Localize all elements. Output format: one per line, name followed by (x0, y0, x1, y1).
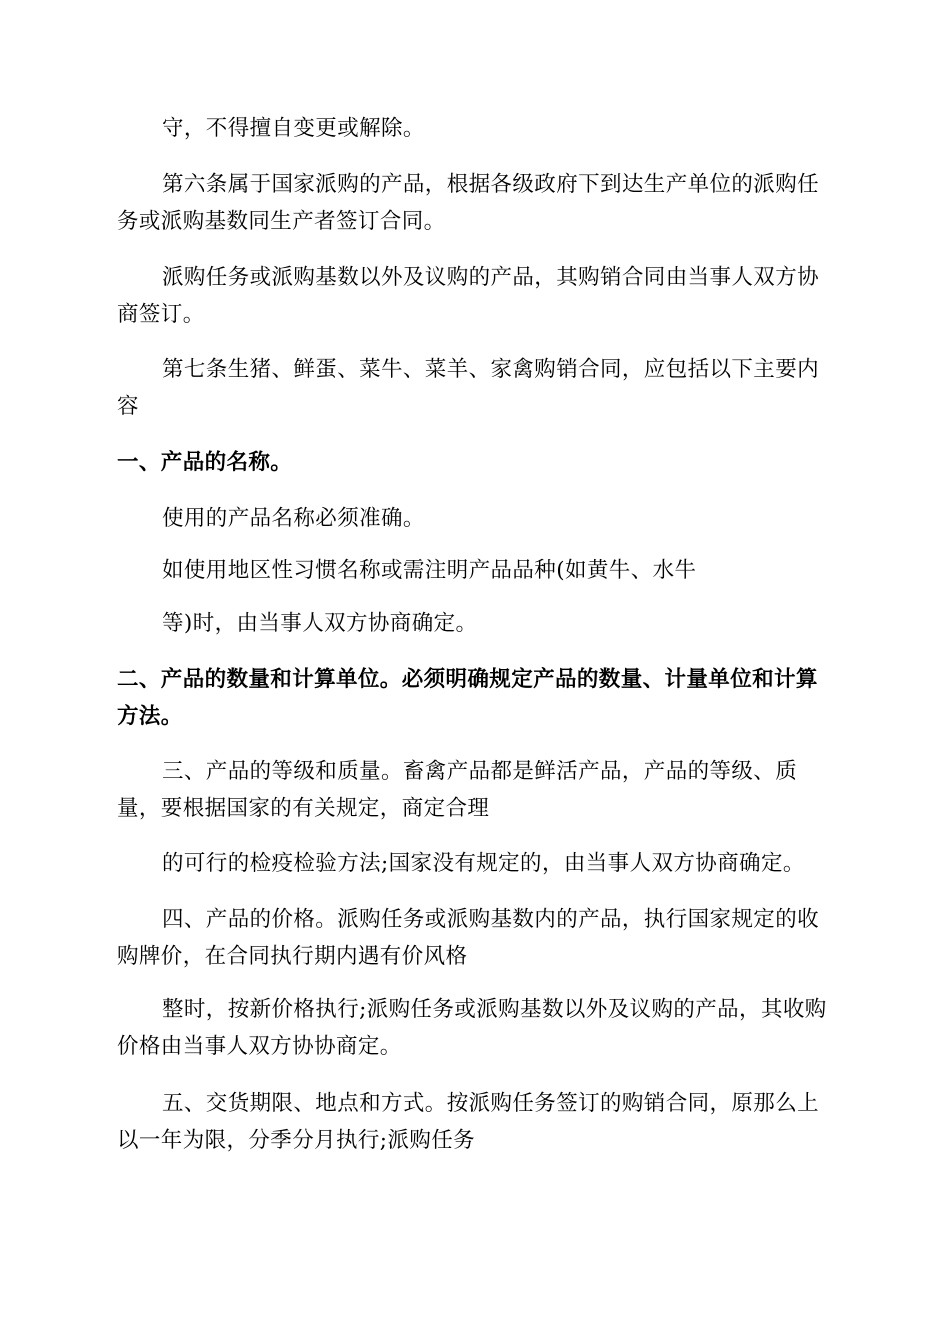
paragraph-regional-names: 如使用地区性习惯名称或需注明产品品种(如黄牛、水牛 (162, 558, 697, 583)
paragraph-article-6: 第六条属于国家派购的产品，根据各级政府下到达生产单位的派购任务或派购基数同生产者签订合同。 (117, 172, 820, 234)
paragraph-continuation: 守，不得擅自变更或解除。 (162, 116, 425, 141)
paragraph-delivery-terms: 五、交货期限、地点和方式。按派购任务签订的购销合同，原那么上以一年为限，分季分月执行;派购任务 (117, 1091, 820, 1153)
heading-product-name: 一、产品的名称。 (117, 450, 293, 475)
paragraph-product-price: 四、产品的价格。派购任务或派购基数内的产品，执行国家规定的收购牌价，在合同执行期内遇有价风格 (117, 907, 820, 969)
heading-quantity-units: 二、产品的数量和计算单位。必须明确规定产品的数量、计量单位和计算方法。 (117, 667, 818, 729)
paragraph-negotiated-products: 派购任务或派购基数以外及议购的产品，其购销合同由当事人双方协商签订。 (117, 265, 820, 327)
paragraph-price-adjustment: 整时，按新价格执行;派购任务或派购基数以外及议购的产品，其收购价格由当事人双方协协商定。 (117, 997, 827, 1059)
paragraph-name-accuracy: 使用的产品名称必须准确。 (162, 506, 425, 531)
paragraph-inspection-methods: 的可行的检疫检验方法;国家没有规定的，由当事人双方协商确定。 (162, 851, 805, 876)
paragraph-grade-quality: 三、产品的等级和质量。畜禽产品都是鲜活产品，产品的等级、质量，要根据国家的有关规定，商定合理 (117, 759, 798, 821)
paragraph-regional-names-cont: 等)时，由当事人双方协商确定。 (162, 611, 478, 636)
paragraph-article-7: 第七条生猪、鲜蛋、菜牛、菜羊、家禽购销合同，应包括以下主要内容 (117, 357, 820, 419)
